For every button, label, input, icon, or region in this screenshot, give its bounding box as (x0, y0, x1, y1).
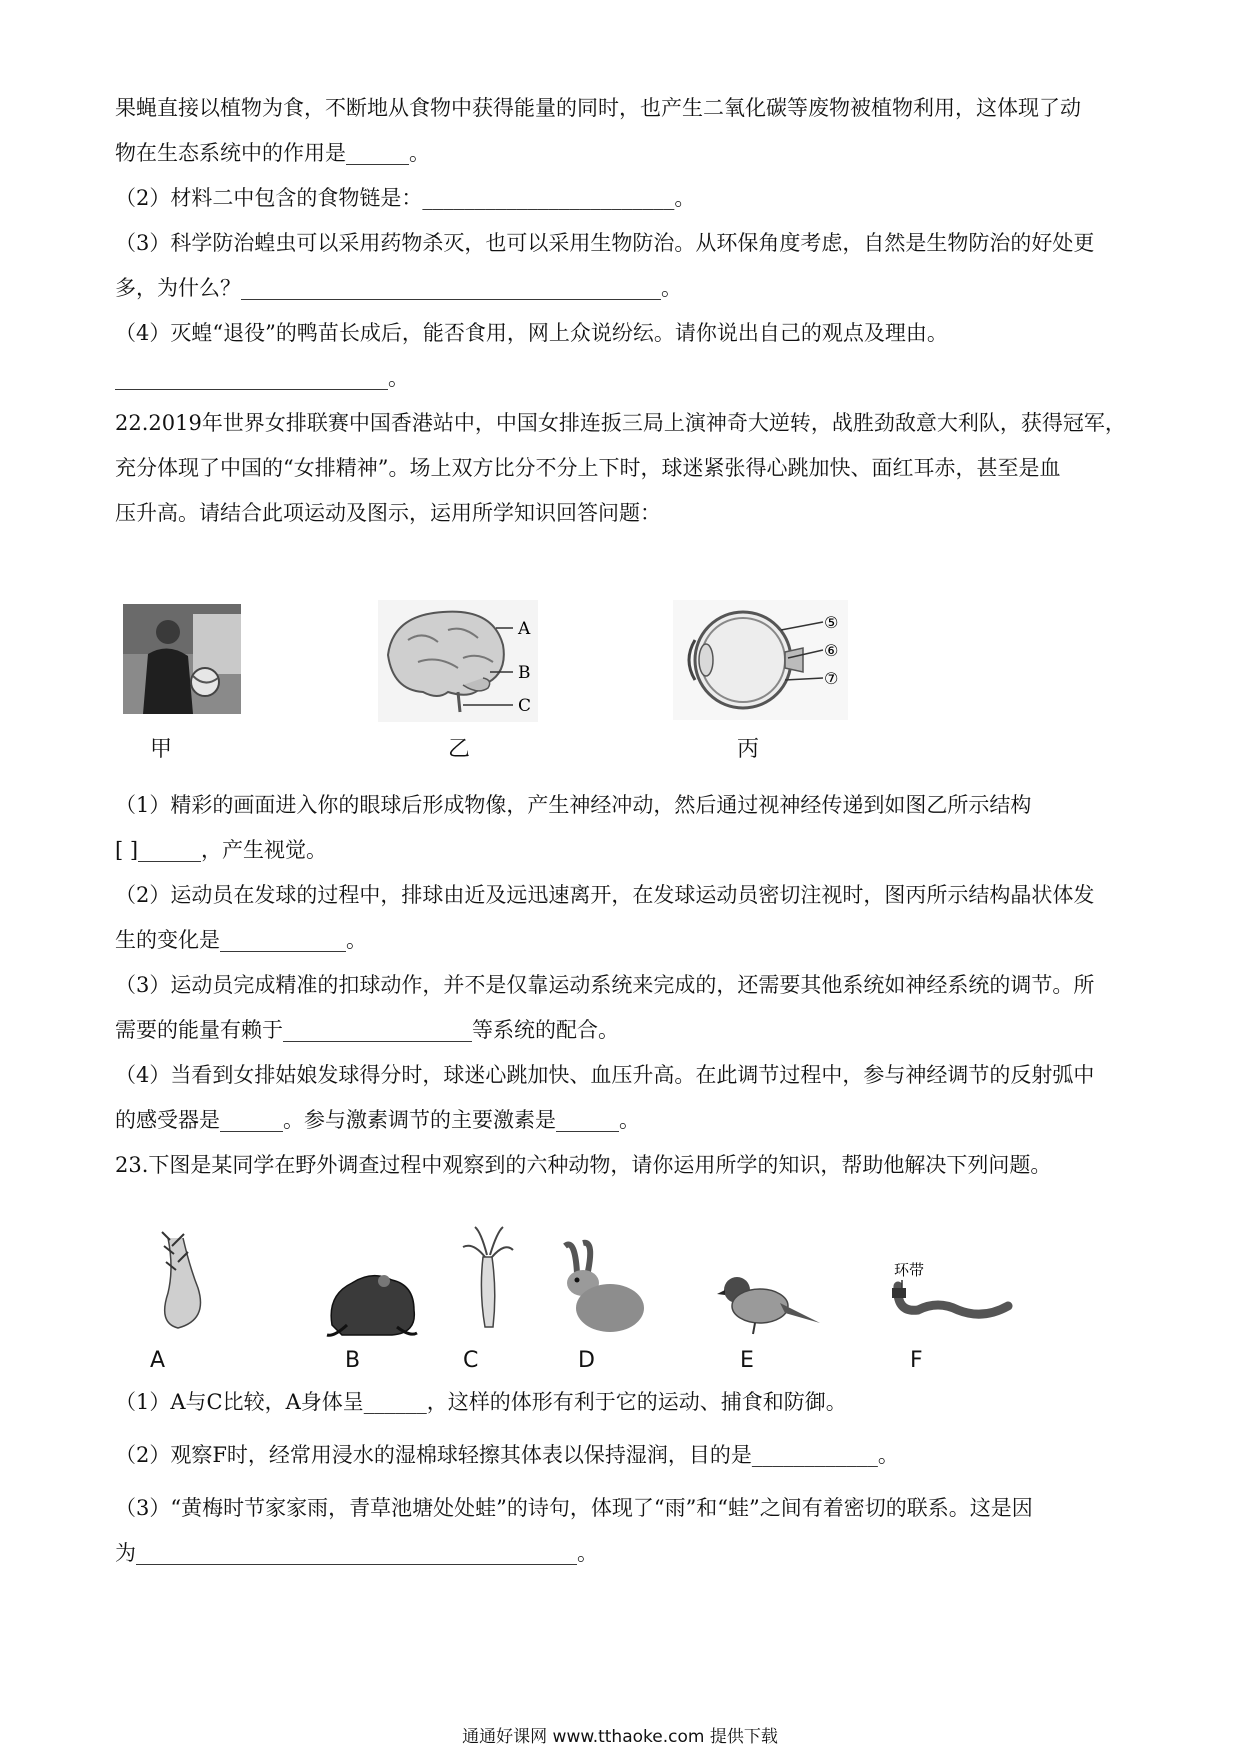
rabbit-drawing (545, 1238, 650, 1338)
text-line: 需要的能量有赖于__________________等系统的配合。 (115, 1018, 619, 1042)
text-line: 物在生态系统中的作用是______。 (115, 141, 430, 165)
text-line: 果蝇直接以植物为食，不断地从食物中获得能量的同时，也产生二氧化碳等废物被植物利用，这体现了动 (115, 96, 1081, 120)
brain-diagram (378, 600, 538, 722)
animal-label-c: C (463, 1348, 479, 1373)
volleyball-player-photo (123, 604, 241, 714)
earthworm-drawing (888, 1258, 1013, 1333)
question-22-intro: 22.2019年世界女排联赛中国香港站中，中国女排连扳三局上演神奇大逆转，战胜劲敌意大利队，获得冠军， (115, 411, 1126, 435)
brain-label-c: C (518, 696, 532, 716)
hydra-drawing (128, 1228, 238, 1338)
animal-label-a: A (150, 1348, 166, 1373)
eye-label-7: ⑦ (824, 669, 839, 688)
sparrow-drawing (715, 1268, 825, 1338)
page-footer: 通通好课网 www.tthaoke.com 提供下载 (462, 1727, 778, 1747)
eye-label-5: ⑤ (824, 613, 839, 632)
text-line: 为__________________________________________。 (115, 1541, 598, 1565)
answer-blank: __________________________。 (115, 366, 409, 390)
figure-caption-yi: 乙 (448, 737, 471, 762)
animal-label-e: E (740, 1348, 754, 1373)
eyeball-diagram (673, 600, 848, 720)
eye-label-6: ⑥ (824, 641, 839, 660)
text-line: [ ]______，产生视觉。 (115, 838, 328, 862)
animal-label-f: F (910, 1348, 923, 1373)
brain-label-a: A (518, 619, 531, 639)
question-23-1: （1）A与C比较，A身体呈______，这样的体形有利于它的运动、捕食和防御。 (115, 1390, 847, 1414)
question-23-3: （3）“黄梅时节家家雨，青草池塘处处蛙”的诗句，体现了“雨”和“蛙”之间有着密切的联系。这是因 (115, 1496, 1033, 1520)
question-21-2: （2）材料二中包含的食物链是：________________________。 (115, 186, 696, 210)
hydra-tentacle-drawing (455, 1222, 520, 1337)
question-23-intro: 23.下图是某同学在野外调查过程中观察到的六种动物，请你运用所学的知识，帮助他解决下列问题。 (115, 1153, 1052, 1177)
question-22-2: （2）运动员在发球的过程中，排球由近及远迅速离开，在发球运动员密切注视时，图丙所示结构晶状体发 (115, 883, 1095, 907)
question-22-1: （1）精彩的画面进入你的眼球后形成物像，产生神经冲动，然后通过视神经传递到如图乙所示结构 (115, 793, 1032, 817)
brain-label-b: B (518, 663, 531, 683)
clitellum-label: 环带 (894, 1261, 925, 1279)
question-21-3: （3）科学防治蝗虫可以采用药物杀灭，也可以采用生物防治。从环保角度考虑，自然是生物防治的好处更 (115, 231, 1095, 255)
question-22-3: （3）运动员完成精准的扣球动作，并不是仅靠运动系统来完成的，还需要其他系统如神经系统的调节。所 (115, 973, 1095, 997)
frog-drawing (322, 1255, 422, 1340)
animal-label-d: D (578, 1348, 595, 1373)
figure-caption-jia: 甲 (150, 737, 173, 762)
question-21-4: （4）灭蝗“退役”的鸭苗长成后，能否食用，网上众说纷纭。请你说出自己的观点及理由。 (115, 321, 948, 345)
question-22-4: （4）当看到女排姑娘发球得分时，球迷心跳加快、血压升高。在此调节过程中，参与神经调节的反射弧中 (115, 1063, 1095, 1087)
text-line: 的感受器是______。参与激素调节的主要激素是______。 (115, 1108, 640, 1132)
text-line: 充分体现了中国的“女排精神”。场上双方比分不分上下时，球迷紧张得心跳加快、面红耳赤，甚至是血 (115, 456, 1061, 480)
figure-caption-bing: 丙 (737, 737, 760, 762)
text-line: 生的变化是____________。 (115, 928, 367, 952)
question-23-2: （2）观察F时，经常用浸水的湿棉球轻擦其体表以保持湿润，目的是____________。 (115, 1443, 899, 1467)
text-line: 多，为什么？________________________________________。 (115, 276, 682, 300)
text-line: 压升高。请结合此项运动及图示，运用所学知识回答问题： (115, 501, 661, 525)
animal-label-b: B (345, 1348, 361, 1373)
